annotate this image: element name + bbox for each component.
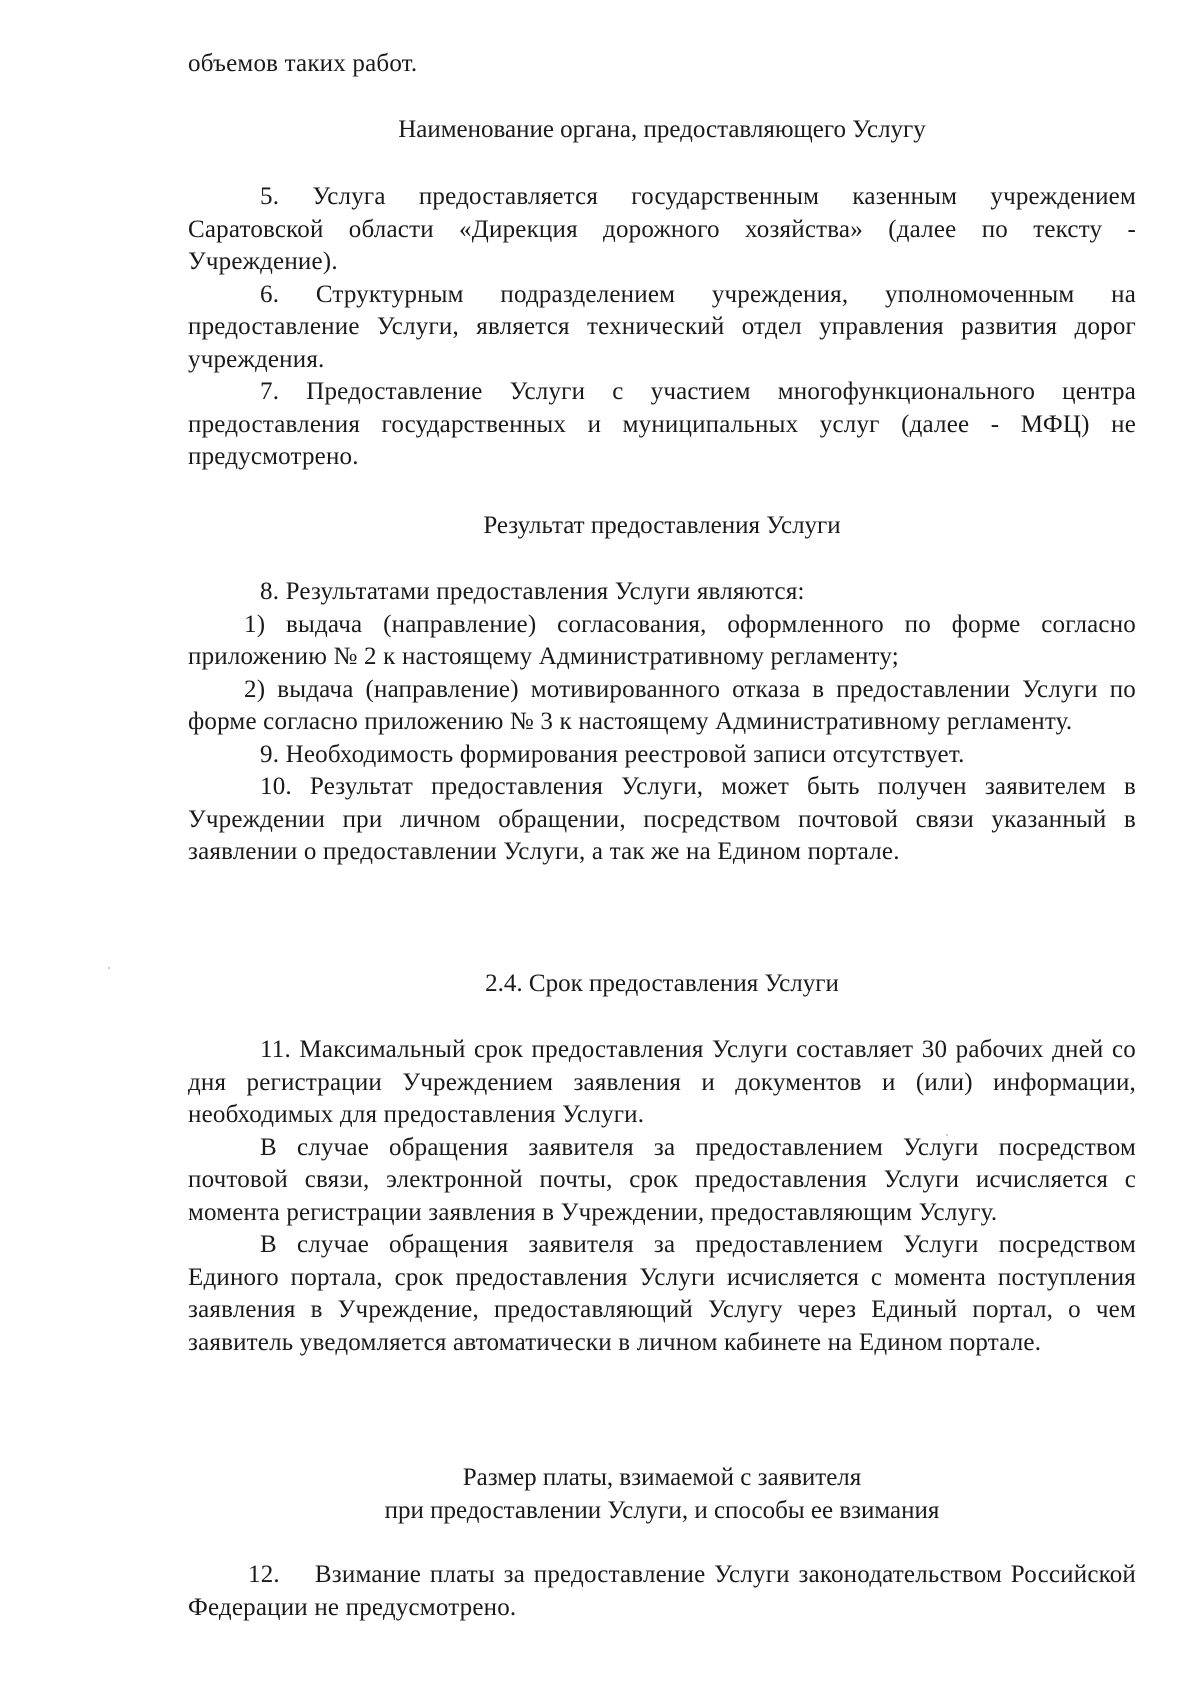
paragraph-11: 11. Максимальный срок предоставления Услуги составляет 30 рабочих дней со дня регистрации Учреждением заявления и документов и (или) информации, необходимых для предоставления Услуги. — [188, 1036, 1136, 1128]
paragraph-8-item-1: 1) выдача (направление) согласования, оформленного по форме согласно приложению № 2 к настоящему Административному регламенту; — [188, 610, 1136, 670]
section-heading-fee-line-2: при предоставлении Услуги, и способы ее взимания — [384, 1497, 940, 1524]
paragraph-7: 7. Предоставление Услуги с участием многофункционального центра предоставления государственных и муниципальных услуг (далее - МФЦ) не предусмотрено. — [188, 378, 1136, 470]
section-heading-fee-line-1: Размер платы, взимаемой с заявителя — [462, 1464, 862, 1491]
section-body-fee — [188, 1559, 1143, 1624]
paragraph-8: 8. Результатами предоставления Услуги являются: — [260, 578, 805, 605]
paragraph-6: 6. Структурным подразделением учреждения, уполномоченным на предоставление Услуги, является технический отдел управления развития дорог учреждения. — [188, 280, 1136, 373]
section-body-term — [188, 1034, 1136, 1359]
section-heading-fee — [188, 1461, 1136, 1527]
paragraph-10: 10. Результат предоставления Услуги, может быть получен заявителем в Учреждении при личном обращении, посредством почтовой связи указанный в заявлении о предоставлении Услуги, а так же на Едином портале. — [188, 773, 1136, 865]
section-heading-authority: Наименование органа, предоставляющего Услугу — [398, 116, 926, 143]
paragraph-11-mail: В случае обращения заявителя за предоставлением Услуги посредством почтовой связи, электронной почты, срок предоставления Услуги исчисляется с момента регистрации заявления в Учреждении, предоставляющим Услугу. — [188, 1133, 1136, 1226]
paragraph-8-item-2: 2) выдача (направление) мотивированного отказа в предоставлении Услуги по форме согласно приложению № 3 к настоящему Административному регламенту. — [188, 675, 1136, 735]
section-heading-term: 2.4. Срок предоставления Услуги — [485, 970, 839, 997]
intro-fragment — [188, 48, 1136, 81]
paragraph-5: 5. Услуга предоставляется государственным казенным учреждением Саратовской области «Дирекция дорожного хозяйства» (далее по тексту - Учреждение). — [188, 183, 1136, 275]
intro-text: объемов таких работ. — [188, 50, 418, 77]
paragraph-9: 9. Необходимость формирования реестровой записи отсутствует. — [260, 740, 965, 768]
paragraph-11-portal: В случае обращения заявителя за предоставлением Услуги посредством Единого портала, срок предоставления Услуги исчисляется с момента поступления заявления в Учреждение, предоставляющий Услугу через Единый портал, о чем заявитель уведомляется автоматически в личном кабинете на Едином портале. — [188, 1231, 1136, 1356]
section-body-result — [188, 576, 1136, 869]
scan-artifact — [108, 967, 110, 969]
section-body-authority — [188, 181, 1136, 474]
section-heading-result: Результат предоставления Услуги — [483, 512, 841, 539]
paragraph-12: 12. Взимание платы за предоставление Услуги законодательством Российской Федерации не предусмотрено. — [188, 1561, 1143, 1621]
